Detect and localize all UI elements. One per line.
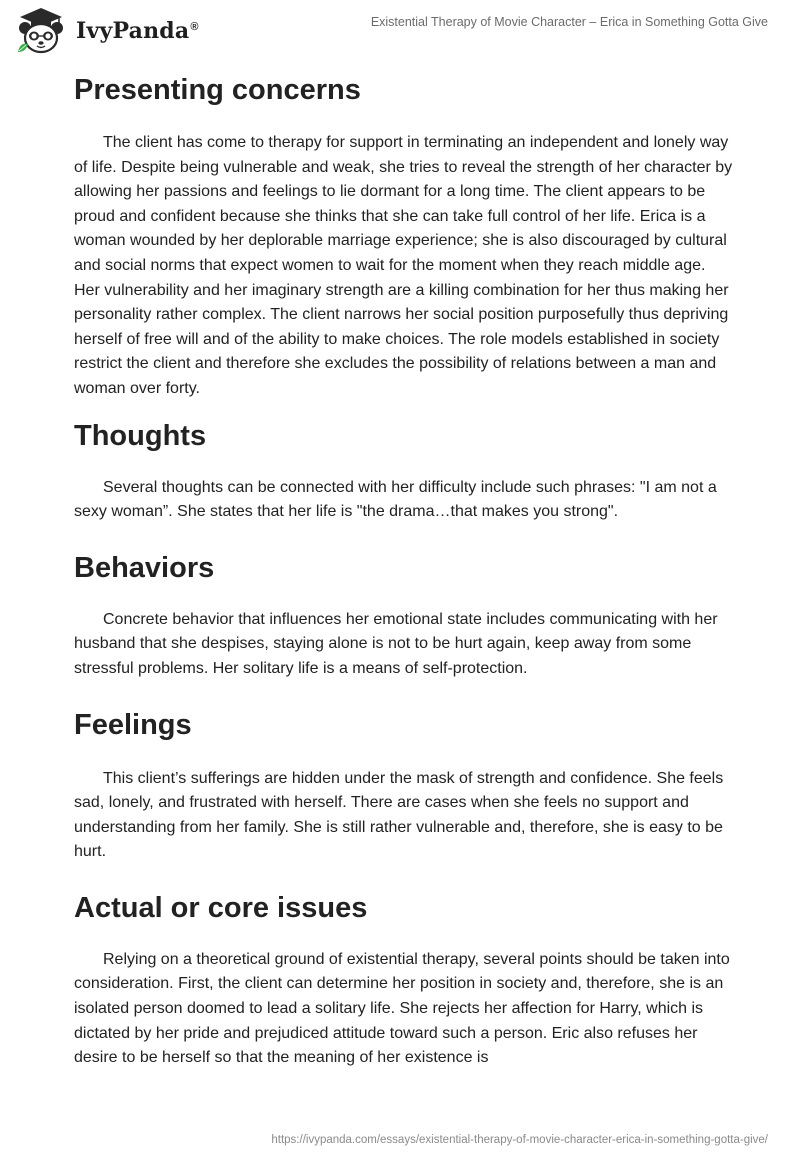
brand-name: IvyPanda® <box>76 18 199 44</box>
section-heading: Feelings <box>74 708 192 741</box>
section-heading: Thoughts <box>74 419 207 452</box>
section-paragraph: The client has come to therapy for support in terminating an independent and lonely way of life. Despite being vulnerable and weak, she tries to reveal the strength of her character by allowing her passions and feelings to lie dormant for a long time. The client appears to be proud and confident because she thinks that she can take full control of her life. Erica is a woman wounded by her deplorable marriage experience; she is also discouraged by cultural and social norms that expect women to wait for the moment when they reach middle age. Her vulnerability and her imaginary strength are a killing combination for her thus making her personality rather complex. The client narrows her social position purposefully thus depriving herself of free will and of the ability to make choices. The role models established in society restrict the client and therefore she excludes the possibility of relations between a man and woman over forty. <box>74 134 733 397</box>
ivypanda-logo[interactable] <box>14 6 199 56</box>
essay-body <box>74 70 734 1071</box>
page-header <box>0 0 800 60</box>
section-presenting-concerns <box>74 70 734 402</box>
section-heading: Behaviors <box>74 551 215 584</box>
section-feelings <box>74 705 734 865</box>
section-heading: Presenting concerns <box>74 74 361 106</box>
section-paragraph: Concrete behavior that influences her emotional state includes communicating with her husband that she despises, staying alone is not to be hurt again, keep away from some stressful problems. Her solitary life is a means of self-protection. <box>74 610 718 677</box>
section-behaviors <box>74 548 734 682</box>
section-thoughts <box>74 416 734 525</box>
registered-mark: ® <box>190 20 199 33</box>
section-paragraph: Several thoughts can be connected with her difficulty include such phrases: "I am not a sexy woman”. She states that her life is "the drama…that makes you strong". <box>74 478 717 521</box>
section-heading: Actual or core issues <box>74 891 368 924</box>
section-core-issues <box>74 888 734 1071</box>
section-paragraph: Relying on a theoretical ground of existential therapy, several points should be taken into consideration. First, the client can determine her position in society and, therefore, she is an isolated person doomed to lead a solitary life. She rejects her affection for Harry, which is dictated by her pride and prejudiced attitude toward such a person. Eric also refuses her desire to be herself so that the meaning of her existence is <box>74 950 730 1067</box>
panda-graduate-icon <box>14 6 68 56</box>
document-title: Existential Therapy of Movie Character – Erica in Something Gotta Give <box>370 15 768 29</box>
source-url-link[interactable]: https://ivypanda.com/essays/existential-therapy-of-movie-character-erica-in-something-gotta-give/ <box>271 1134 768 1146</box>
section-paragraph: This client’s sufferings are hidden under the mask of strength and confidence. She feels sad, lonely, and frustrated with herself. There are cases when she feels no support and understanding from her family. She is still rather vulnerable and, therefore, she is easy to be hurt. <box>74 769 724 861</box>
